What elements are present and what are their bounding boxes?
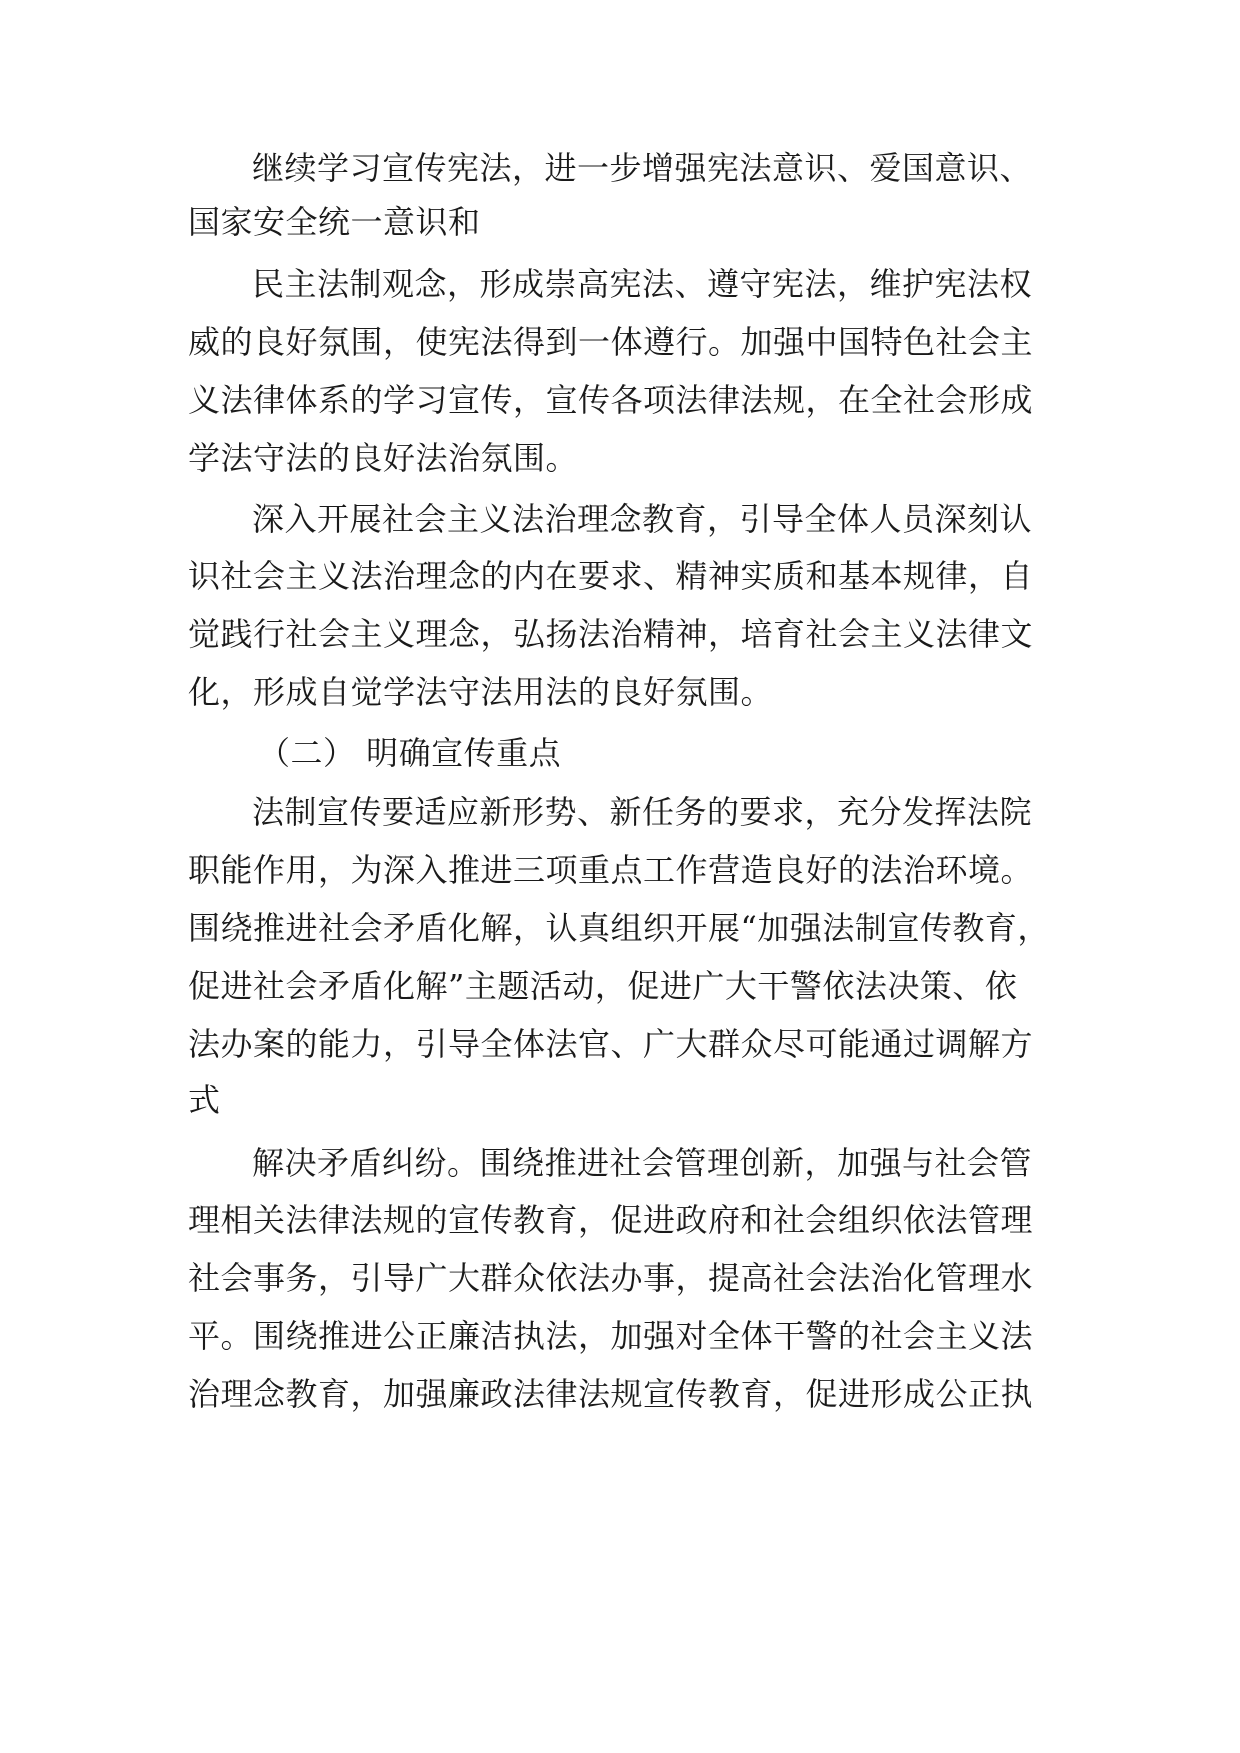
- paragraph-2-line-4: 学法守法的良好法治氛围。: [188, 439, 579, 477]
- section-heading: （二） 明确宣传重点: [258, 734, 562, 772]
- paragraph-1-line-2: 国家安全统一意识和: [188, 203, 481, 241]
- paragraph-5-line-5: 治理念教育，加强廉政法律法规宣传教育，促进形成公正执: [188, 1375, 1034, 1413]
- paragraph-4-line-1: 法制宣传要适应新形势、新任务的要求，充分发挥法院: [252, 793, 1033, 831]
- paragraph-3-line-4: 化，形成自觉学法守法用法的良好氛围。: [188, 673, 774, 711]
- paragraph-5-line-3: 社会事务，引导广大群众依法办事，提高社会法治化管理水: [188, 1259, 1034, 1297]
- paragraph-5-line-2: 理相关法律法规的宣传教育，促进政府和社会组织依法管理: [188, 1201, 1034, 1239]
- paragraph-2-line-2: 威的良好氛围，使宪法得到一体遵行。加强中国特色社会主: [188, 323, 1034, 361]
- paragraph-4-line-4: 促进社会矛盾化解”主题活动，促进广大干警依法决策、依: [188, 967, 1018, 1005]
- paragraph-2-line-1: 民主法制观念，形成崇高宪法、遵守宪法，维护宪法权: [252, 265, 1033, 303]
- paragraph-3-line-2: 识社会主义法治理念的内在要求、精神实质和基本规律，自: [188, 557, 1034, 595]
- paragraph-2-line-3: 义法律体系的学习宣传，宣传各项法律法规，在全社会形成: [188, 381, 1034, 419]
- paragraph-4-line-3: 围绕推进社会矛盾化解，认真组织开展“加强法制宣传教育，: [188, 909, 1050, 947]
- paragraph-3-line-3: 觉践行社会主义理念，弘扬法治精神，培育社会主义法律文: [188, 615, 1034, 653]
- paragraph-4-line-2: 职能作用，为深入推进三项重点工作营造良好的法治环境。: [188, 851, 1034, 889]
- paragraph-4-line-6: 式: [188, 1081, 221, 1119]
- paragraph-3-line-1: 深入开展社会主义法治理念教育，引导全体人员深刻认: [252, 500, 1033, 538]
- paragraph-1-line-1: 继续学习宣传宪法，进一步增强宪法意识、爱国意识、: [252, 149, 1033, 187]
- paragraph-5-line-1: 解决矛盾纠纷。围绕推进社会管理创新，加强与社会管: [252, 1144, 1033, 1182]
- paragraph-5-line-4: 平。围绕推进公正廉洁执法，加强对全体干警的社会主义法: [188, 1317, 1034, 1355]
- paragraph-4-line-5: 法办案的能力，引导全体法官、广大群众尽可能通过调解方: [188, 1025, 1034, 1063]
